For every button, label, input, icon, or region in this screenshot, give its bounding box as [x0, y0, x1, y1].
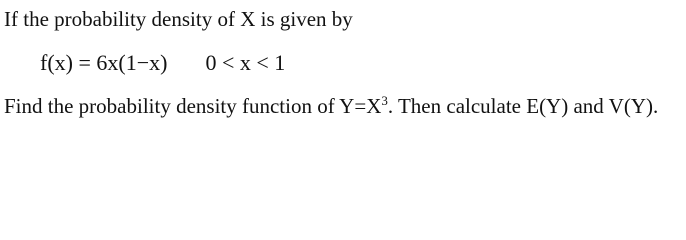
problem-intro: If the probability density of X is given by: [4, 7, 353, 31]
exponent: 3: [381, 93, 388, 108]
pdf-formula: f(x) = 6x(1−x): [40, 50, 168, 75]
domain-condition: 0 < x < 1: [205, 50, 286, 75]
question-text-end: . Then calculate E(Y) and V(Y).: [387, 94, 659, 118]
problem-question: [4, 93, 658, 119]
question-text: Find the probability density function of Y=X: [4, 94, 382, 118]
pdf-formula-row: [40, 50, 285, 76]
